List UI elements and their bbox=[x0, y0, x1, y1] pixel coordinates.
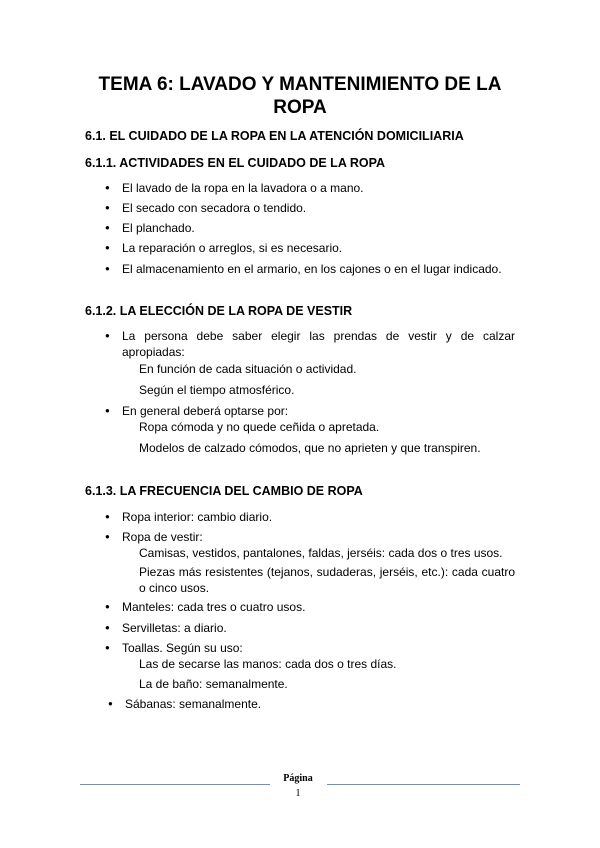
list-item: ● Ropa interior: cambio diario. bbox=[122, 509, 272, 525]
title-line-2: ROPA bbox=[273, 97, 327, 118]
list-item: ● El planchado. bbox=[122, 220, 195, 236]
sub-item: Piezas más resistentes (tejanos, sudaderas, jerséis, etc.): cada cuatro o cinco usos. bbox=[139, 565, 515, 595]
list-item: ● El almacenamiento en el armario, en los cajones o en el lugar indicado. bbox=[122, 261, 502, 277]
sub-item: Ropa cómoda y no quede ceñida o apretada. bbox=[139, 420, 380, 434]
footer-rule-right bbox=[327, 784, 520, 785]
sub-item: La de baño: semanalmente. bbox=[139, 677, 288, 691]
heading-6-1: 6.1. EL CUIDADO DE LA ROPA EN LA ATENCIÓN DOMICILIARIA bbox=[85, 129, 464, 143]
list-item: ● La persona debe saber elegir las prendas de vestir y de calzar apropiadas: bbox=[122, 328, 515, 360]
list-item: ● El lavado de la ropa en la lavadora o a mano. bbox=[122, 180, 364, 196]
sub-item: En función de cada situación o actividad. bbox=[139, 362, 357, 376]
list-item: ● Sábanas: semanalmente. bbox=[125, 696, 261, 712]
footer-rule-left bbox=[80, 784, 270, 785]
sub-item: Según el tiempo atmosférico. bbox=[139, 383, 295, 397]
title-line-1: TEMA 6: LAVADO Y MANTENIMIENTO DE LA bbox=[98, 74, 502, 95]
page-title bbox=[70, 73, 530, 119]
list-item: ● La reparación o arreglos, si es necesario. bbox=[122, 240, 342, 256]
sub-item: Camisas, vestidos, pantalones, faldas, jerséis: cada dos o tres usos. bbox=[139, 546, 503, 560]
sub-item: Las de secarse las manos: cada dos o tres días. bbox=[139, 657, 397, 671]
list-item: ● Manteles: cada tres o cuatro usos. bbox=[122, 599, 305, 615]
footer-page-number: 1 bbox=[295, 788, 301, 799]
list-item: ● Toallas. Según su uso: bbox=[122, 640, 243, 656]
list-item: ● Ropa de vestir: bbox=[122, 529, 203, 545]
list-item: ● El secado con secadora o tendido. bbox=[122, 200, 306, 216]
heading-6-1-2: 6.1.2. LA ELECCIÓN DE LA ROPA DE VESTIR bbox=[85, 304, 353, 318]
heading-6-1-3: 6.1.3. LA FRECUENCIA DEL CAMBIO DE ROPA bbox=[85, 484, 363, 498]
list-item: ● En general deberá optarse por: bbox=[122, 403, 288, 419]
heading-6-1-1: 6.1.1. ACTIVIDADES EN EL CUIDADO DE LA ROPA bbox=[85, 156, 386, 170]
list-item: ● Servilletas: a diario. bbox=[122, 620, 227, 636]
footer-page-label: Página bbox=[283, 773, 313, 784]
sub-item: Modelos de calzado cómodos, que no aprieten y que transpiren. bbox=[139, 441, 481, 455]
